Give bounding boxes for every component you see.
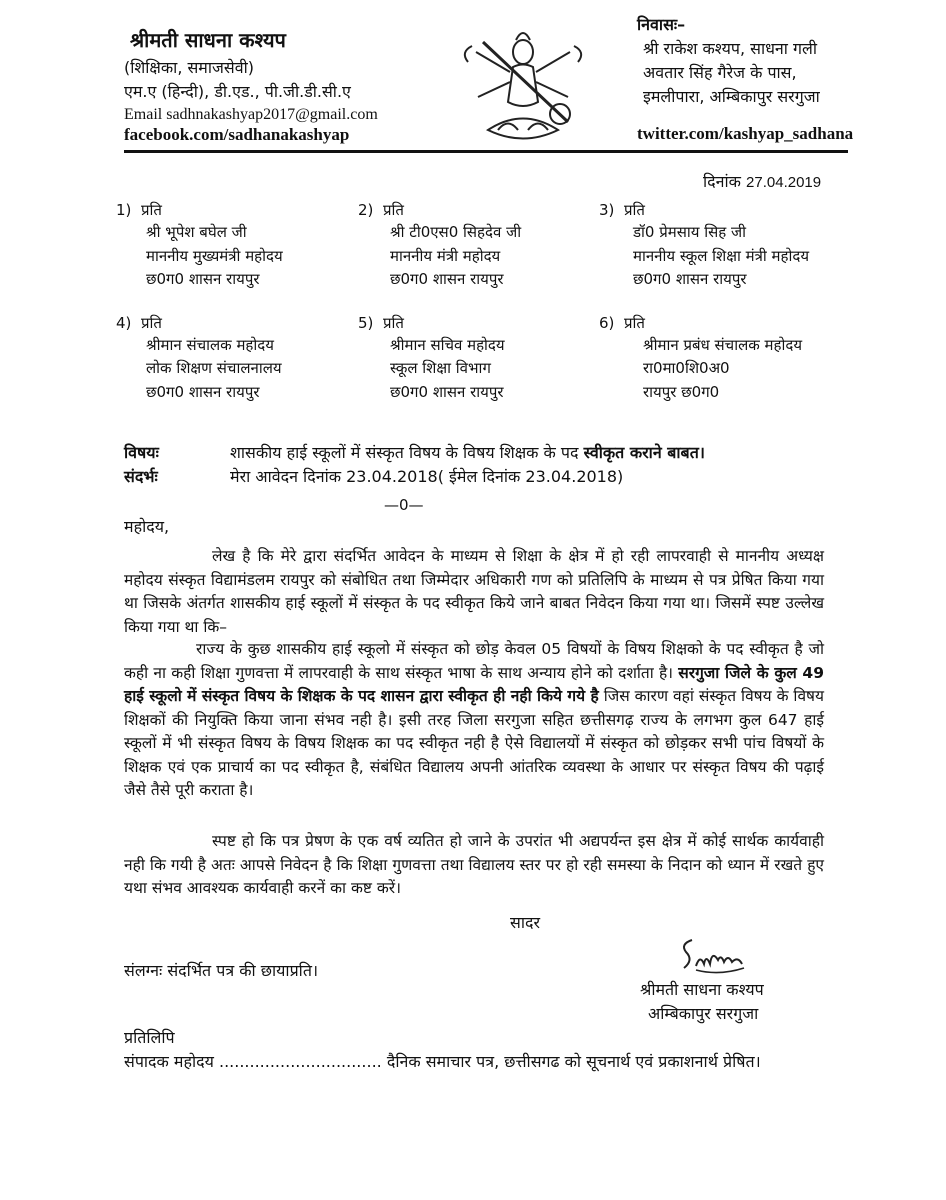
- date-line: [703, 171, 821, 194]
- body-paragraph-3-text: स्पष्ट हो कि पत्र प्रेषण के एक वर्ष व्यतित हो जाने के उपरांत भी अद्यपर्यन्त इस क्षेत्र में कोई सार्थक कार्यवाही नही कि गयी है अतः आपसे निवेदन है कि शिक्षा गुणवत्ता तथा विद्यालय स्तर पर हो रही समस्या के निदान को ध्यान में रखते हुए यथा संभव आवश्यक कार्यवाही करनें का कष्ट करें।: [124, 832, 824, 897]
- recipient-prefix: प्रति: [382, 201, 404, 219]
- recipient-6-line2: रा0मा0शि0अ0: [643, 359, 730, 377]
- body-paragraph-1: [124, 545, 824, 639]
- recipient-2: [358, 200, 404, 221]
- sender-name: श्रीमती साधना कश्यप: [130, 28, 286, 52]
- body-p2-part-b: जिस कारण वहां संस्कृत विषय के विषय शिक्षकों की नियुक्ति किया जाना संभव नही है। इसी तरह जिला सरगुजा सहित छत्तीसगढ़ राज्य के लगभग कुल 647 हाई स्कूलों में भी संस्कृत विषय के विषय शिक्षक का पद स्वीकृत नही है ऐसे विद्यालयों में संस्कृत को छोड़कर सभी पांच विषयों के शिक्षक एवं एक प्राचार्य का पद स्वीकृत है, संबंधित विद्यालय अपनी आंतरिक व्यवस्था के आधार पर संस्कृत विषय की पढ़ाई जैसे तैसे पूरी कराता है।: [124, 687, 825, 799]
- sender-twitter: twitter.com/kashyap_sadhana: [637, 124, 854, 143]
- handwritten-signature: [674, 930, 754, 978]
- signatory-name: श्रीमती साधना कश्यप: [640, 980, 764, 999]
- recipient-4-line2: लोक शिक्षण संचालनालय: [146, 359, 282, 377]
- recipient-number: 2): [358, 201, 374, 219]
- recipient-3-line1: डॉ0 प्रेमसाय सिह जी: [633, 223, 746, 241]
- sender-role: (शिक्षिका, समाजसेवी): [124, 58, 254, 77]
- body-paragraph-1-text: लेख है कि मेरे द्वारा संदर्भित आवेदन के माध्यम से शिक्षा के क्षेत्र में हो रही लापरवाही से माननीय अध्यक्ष महोदय संस्कृत विद्यामंडलम रायपुर को संबोधित तथा जिम्मेदार अधिकारी गण को प्रतिलिपि के माध्यम से पत्र प्रेषित किया गया था जिसके अंतर्गत शासकीय हाई स्कूलों में संस्कृत के पद स्वीकृत किये जाने बाबत निवेदन किया गया था। जिसमें स्पष्ट उल्लेख किया गया था कि–: [124, 547, 824, 636]
- recipient-6-line3: रायपुर छ0ग0: [643, 383, 720, 401]
- recipient-number: 4): [116, 314, 132, 332]
- subject-text-bold: स्वीकृत कराने बाबत।: [583, 443, 705, 462]
- address-line-3: इमलीपारा, अम्बिकापुर सरगुजा: [643, 87, 820, 106]
- subject-line: [230, 442, 705, 464]
- address-line-2: अवतार सिंह गैरेज के पास,: [643, 63, 797, 82]
- recipient-prefix: प्रति: [623, 201, 645, 219]
- recipient-number: 6): [599, 314, 615, 332]
- recipient-number: 3): [599, 201, 615, 219]
- recipient-3-line3: छ0ग0 शासन रायपुर: [633, 270, 747, 288]
- salutation: महोदय,: [124, 517, 170, 536]
- recipient-1-line1: श्री भूपेश बघेल जी: [146, 223, 247, 241]
- subject-label: विषयः: [124, 443, 159, 462]
- recipient-1-line3: छ0ग0 शासन रायपुर: [146, 270, 260, 288]
- address-line-1: श्री राकेश कश्यप, साधना गली: [643, 39, 818, 58]
- recipient-5: [358, 313, 404, 334]
- recipient-3: [599, 200, 645, 221]
- recipient-2-line3: छ0ग0 शासन रायपुर: [390, 270, 504, 288]
- reference-label: संदर्भः: [124, 467, 158, 486]
- recipient-prefix: प्रति: [623, 314, 645, 332]
- reference-text: मेरा आवेदन दिनांक 23.04.2018( ईमेल दिनांक 23.04.2018): [230, 467, 624, 486]
- recipient-number: 5): [358, 314, 374, 332]
- copy-label: प्रतिलिपि: [124, 1028, 175, 1047]
- sender-email: Email sadhnakashyap2017@gmail.com: [124, 106, 378, 123]
- date-value: 27.04.2019: [746, 174, 822, 191]
- recipient-prefix: प्रति: [382, 314, 404, 332]
- saraswati-emblem-icon: [448, 12, 598, 152]
- recipient-5-line1: श्रीमान सचिव महोदय: [390, 336, 505, 354]
- enclosure-note: संलग्नः संदर्भित पत्र की छायाप्रति।: [124, 961, 319, 980]
- header-divider: [124, 150, 848, 153]
- subject-text: शासकीय हाई स्कूलों में संस्कृत विषय के विषय शिक्षक के पद: [230, 443, 584, 462]
- recipient-6-line1: श्रीमान प्रबंध संचालक महोदय: [643, 336, 803, 354]
- body-p2-bold: सरगुजा जिले के कुल 49 हाई स्कूलो में संस्कृत विषय के शिक्षक के पद शासन द्वारा स्वीकृत ही नही किये गये है: [124, 663, 824, 705]
- recipient-1: [116, 200, 162, 221]
- recipient-4-line3: छ0ग0 शासन रायपुर: [146, 383, 260, 401]
- recipient-prefix: प्रति: [140, 314, 162, 332]
- recipient-3-line2: माननीय स्कूल शिक्षा मंत्री महोदय: [633, 247, 810, 265]
- signatory-place: अम्बिकापुर सरगुजा: [648, 1004, 759, 1023]
- recipient-4-line1: श्रीमान संचालक महोदय: [146, 336, 274, 354]
- recipient-4: [116, 313, 162, 334]
- body-p2-part-a: राज्य के कुछ शासकीय हाई स्कूलो में संस्कृत को छोड़ केवल 05 विषयों के विषय शिक्षको के पद स्वीकृत है जो कही ना कही शिक्षा गुणवत्ता में लापरवाही के साथ संस्कृत भाषा के साथ अन्याय होने को दर्शाता है।: [124, 640, 824, 682]
- body-paragraph-2-text: [124, 638, 824, 803]
- copy-line: संपादक महोदय ................................ दैनिक समाचार पत्र, छत्तीसगढ को सूचनार्थ एवं प्रकाशनार्थ प्रेषित।: [124, 1052, 761, 1071]
- residence-label: निवासः–: [637, 15, 686, 34]
- sender-facebook: facebook.com/sadhanakashyap: [124, 125, 350, 144]
- center-divider: —0—: [384, 496, 424, 514]
- body-paragraph-2: [124, 638, 824, 803]
- recipient-2-line1: श्री टी0एस0 सिहदेव जी: [390, 223, 522, 241]
- recipient-2-line2: माननीय मंत्री महोदय: [390, 247, 501, 265]
- recipient-5-line3: छ0ग0 शासन रायपुर: [390, 383, 504, 401]
- recipient-1-line2: माननीय मुख्यमंत्री महोदय: [146, 247, 283, 265]
- closing: सादर: [510, 913, 541, 932]
- date-label: दिनांक: [703, 172, 741, 191]
- recipient-prefix: प्रति: [140, 201, 162, 219]
- recipient-number: 1): [116, 201, 132, 219]
- body-paragraph-3: [124, 830, 824, 901]
- recipient-6: [599, 313, 645, 334]
- recipient-5-line2: स्कूल शिक्षा विभाग: [390, 359, 491, 377]
- sender-qualification: एम.ए (हिन्दी), डी.एड., पी.जी.डी.सी.ए: [124, 82, 351, 101]
